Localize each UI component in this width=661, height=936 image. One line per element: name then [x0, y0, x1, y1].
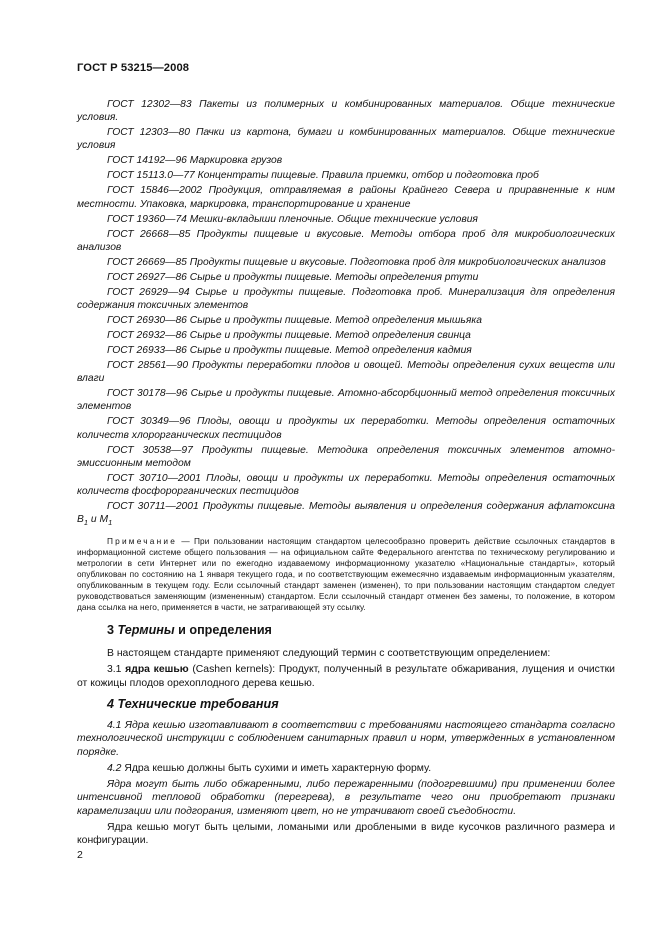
- clause-4-2-paragraph: Ядра могут быть либо обжаренными, либо пережаренными (подогревшими) при применении более интенсивной тепловой обработки (перегрева), в результате чего они приобретают признаки карамелизации или подгорания, изменяют цвет, но не утрачивают своей съедобности.: [77, 779, 615, 817]
- reference-item: ГОСТ 30711—2001 Продукты пищевые. Методы выявления и определения содержания афлатоксина $B_1$ и $M_1$: [77, 501, 615, 528]
- reference-item: ГОСТ 12303—80 Пачки из картона, бумаги и комбинированных материалов. Общие технические условия: [77, 127, 615, 152]
- reference-item: ГОСТ 28561—90 Продукты переработки плодов и овощей. Методы определения сухих веществ или влаги: [77, 360, 615, 385]
- reference-item: ГОСТ 15846—2002 Продукция, отправляемая в районы Крайнего Севера и приравненные к ним местности. Упаковка, маркировка, транспортирование и хранение: [77, 185, 615, 210]
- clause-4-2: 4.2 Ядра кешью должны быть сухими и иметь характерную форму.: [107, 762, 432, 774]
- clause-4-2-paragraph: Ядра кешью могут быть целыми, ломаными или дроблеными в виде кусочков различного размера и конфигурации.: [77, 822, 615, 847]
- page-number: 2: [77, 849, 83, 861]
- reference-item: ГОСТ 26933—86 Сырье и продукты пищевые. Метод определения кадмия: [107, 345, 472, 357]
- reference-item: ГОСТ 30349—96 Плоды, овощи и продукты их переработки. Методы определения остаточных количеств хлорорганических пестицидов: [77, 416, 615, 441]
- reference-list: [77, 98, 615, 498]
- section-4-heading: 4 Технические требования: [107, 697, 279, 711]
- note-label: Примечание: [107, 536, 178, 547]
- reference-item: ГОСТ 26932—86 Сырье и продукты пищевые. Метод определения свинца: [107, 330, 471, 342]
- section-3-intro: В настоящем стандарте применяют следующий термин с соответствующим определением:: [107, 648, 551, 659]
- normative-references: [77, 98, 615, 613]
- term-definition: 3.1 ядра кешью (Cashen kernels): Продукт, полученный в результате обжаривания, лущения и очистки от кожицы плодов орехоплодного дерева кешью.: [77, 664, 615, 689]
- reference-item: ГОСТ 26668—85 Продукты пищевые и вкусовые. Методы отбора проб для микробиологических анализов: [77, 228, 615, 253]
- reference-item: ГОСТ 14192—96 Маркировка грузов: [107, 155, 283, 167]
- references-note: [77, 536, 615, 613]
- reference-item: ГОСТ 30710—2001 Плоды, овощи и продукты их переработки. Методы определения остаточных количеств фосфорорганических пестицидов: [77, 472, 615, 498]
- clause-4-1: 4.1 Ядра кешью изготавливают в соответствии с требованиями настоящего стандарта согласно технологической инструкции с соблюдением санитарных правил и норм, утвержденных в установленном порядке.: [77, 720, 615, 758]
- document-header: ГОСТ Р 53215—2008: [77, 62, 190, 74]
- reference-item: ГОСТ 26930—86 Сырье и продукты пищевые. Метод определения мышьяка: [107, 315, 482, 327]
- reference-item: ГОСТ 12302—83 Пакеты из полимерных и комбинированных материалов. Общие технические условия.: [77, 99, 615, 124]
- reference-item: ГОСТ 30178—96 Сырье и продукты пищевые. Атомно-абсорбционный метод определения токсичных элементов: [77, 388, 615, 413]
- note-text: — При пользовании настоящим стандартом целесообразно проверить действие ссылочных стандартов в информационной системе общего пользования — на официальном сайте Федерального агентства по техническому регулированию и метрологии в сети Интернет или по ежегодно издаваемому информационному указателю «Национальные стандарты», который опубликован по состоянию на 1 января текущего года, и по соответствующим ежемесячно издаваемым информационным указателям, опубликованным в текущем году. Если ссылочный стандарт заменен (изменен), то при пользовании настоящим стандартом следует руководствоваться заменяющим (измененным) стандартом. Если ссылочный стандарт отменен без замены, то положение, в котором дана ссылка на него, применяется в части, не затрагивающей эту ссылку.: [77, 536, 615, 613]
- term-name: ядра кешью: [125, 664, 189, 676]
- reference-item: ГОСТ 30538—97 Продукты пищевые. Методика определения токсичных элементов атомно-эмиссионным методом: [77, 444, 615, 469]
- reference-item: ГОСТ 26669—85 Продукты пищевые и вкусовые. Подготовка проб для микробиологических анализов: [107, 256, 606, 268]
- reference-item: ГОСТ 19360—74 Мешки-вкладыши пленочные. Общие технические условия: [107, 213, 478, 225]
- section-3-heading: 3 Термины и определения: [107, 623, 272, 637]
- reference-item: ГОСТ 15113.0—77 Концентраты пищевые. Правила приемки, отбор и подготовка проб: [107, 170, 539, 182]
- section-3-body: [77, 647, 615, 693]
- reference-item: ГОСТ 26927—86 Сырье и продукты пищевые. Методы определения ртути: [107, 271, 479, 283]
- section-4-body: [77, 719, 615, 851]
- reference-item: ГОСТ 26929—94 Сырье и продукты пищевые. Подготовка проб. Минерализация для определения содержания токсичных элементов: [77, 286, 615, 312]
